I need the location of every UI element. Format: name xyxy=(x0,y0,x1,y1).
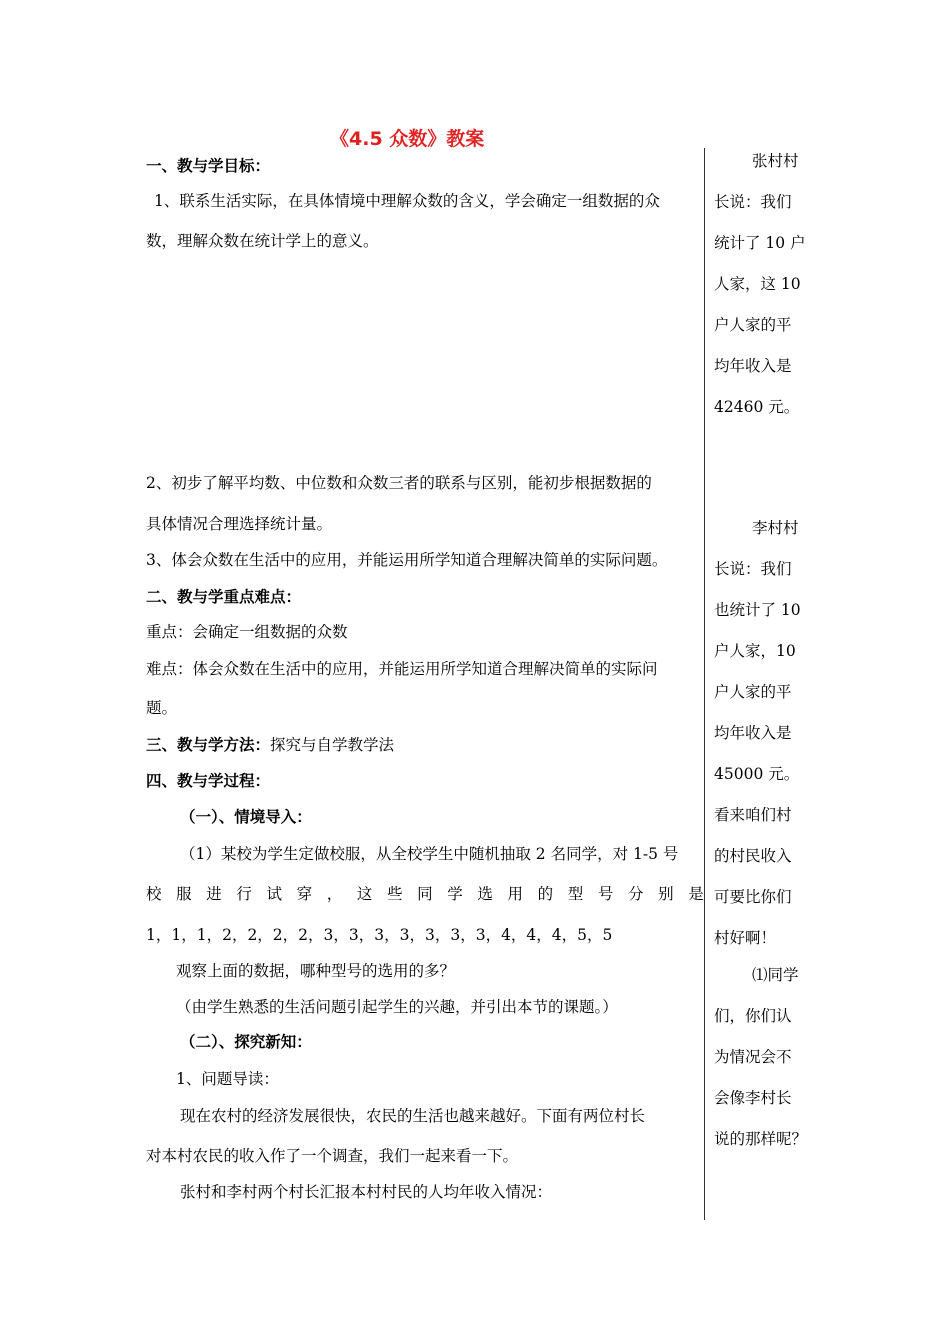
spread-char: 学 xyxy=(447,885,463,903)
spread-char: 是 xyxy=(688,885,704,903)
sidebar-line: 45000 元。 xyxy=(714,765,800,783)
sidebar-line: 均年收入是 xyxy=(714,724,792,742)
section-2-heading: 二、教与学重点难点： xyxy=(146,587,302,606)
sidebar-line: 42460 元。 xyxy=(714,398,800,416)
spread-char: 穿 xyxy=(296,885,313,903)
spread-char: 这 xyxy=(356,885,373,903)
village-intro-line-2: 对本村农民的收入作了一个调查，我们一起来看一下。 xyxy=(146,1147,519,1165)
section-3-line xyxy=(146,735,394,755)
paragraph-goal-1-line-2: 数，理解众数在统计学上的意义。 xyxy=(146,232,379,250)
sidebar-line: 也统计了 10 xyxy=(714,601,801,619)
uniform-problem-line-1: （1）某校为学生定做校服，从全校学生中随机抽取 2 名同学，对 1-5 号 xyxy=(180,845,679,863)
paragraph-goal-2-line-1: 2、初步了解平均数、中位数和众数三者的联系与区别，能初步根据数据的 xyxy=(146,474,652,492)
spread-char: 同 xyxy=(417,885,433,903)
paragraph-goal-1-line-1: 1、联系生活实际，在具体情境中理解众数的含义，学会确定一组数据的众 xyxy=(154,192,660,210)
village-intro-line-1: 现在农村的经济发展很快，农民的生活也越来越好。下面有两位村长 xyxy=(180,1107,646,1125)
sidebar-line: 人家，这 10 xyxy=(714,275,801,293)
spread-char: 服 xyxy=(176,885,192,903)
sidebar-line: 均年收入是 xyxy=(714,357,792,375)
sidebar-line: 说的那样呢？ xyxy=(714,1130,808,1148)
observation-question: 观察上面的数据，哪种型号的选用的多？ xyxy=(176,962,456,980)
sidebar-line: 户人家，10 xyxy=(714,642,796,660)
spread-char: 的 xyxy=(537,885,554,903)
difficulty-line-1: 难点：体会众数在生活中的应用，并能运用所学知道合理解决简单的实际问 xyxy=(146,660,658,678)
uniform-problem-line-2 xyxy=(146,884,704,904)
spread-char: 校 xyxy=(146,885,162,903)
method-text: 探究与自学教学法 xyxy=(270,736,395,754)
spread-char: 选 xyxy=(477,885,493,903)
sidebar-line: 看来咱们村 xyxy=(714,806,792,824)
spread-char: 用 xyxy=(507,885,524,903)
column-divider xyxy=(704,148,705,1220)
sidebar-line: 为情况会不 xyxy=(714,1048,792,1066)
sidebar-line: 的村民收入 xyxy=(714,847,792,865)
uniform-size-data: 1，1，1，2，2，2，2，3，3，3，3，3，3，3，4，4，4，5，5 xyxy=(146,926,613,944)
sidebar-line: 村好啊！ xyxy=(714,929,777,947)
sidebar-line: 长说：我们 xyxy=(714,193,792,211)
sidebar-line: 会像李村长 xyxy=(714,1089,792,1107)
page-title: 《4.5 众数》教案 xyxy=(330,128,485,150)
key-point-text: 重点：会确定一组数据的众数 xyxy=(146,623,348,641)
sidebar-line: 张村村 xyxy=(752,152,799,170)
village-report-line: 张村和李村两个村长汇报本村村民的人均年收入情况： xyxy=(180,1183,553,1201)
spread-char: ， xyxy=(326,885,343,903)
sidebar-line: 长说：我们 xyxy=(714,560,792,578)
spread-char: 进 xyxy=(206,885,222,903)
spread-char: 些 xyxy=(387,885,403,903)
spread-char: 号 xyxy=(597,885,614,903)
sidebar-line: 户人家的平 xyxy=(714,683,792,701)
section-4-heading: 四、教与学过程： xyxy=(146,771,271,790)
spread-char: 分 xyxy=(628,885,644,903)
problem-guide-label: 1、问题导读： xyxy=(176,1070,279,1088)
subsection-explore-heading: （二）、探究新知： xyxy=(180,1032,312,1051)
section-1-heading: 一、教与学目标： xyxy=(146,156,271,175)
sidebar-line: 们，你们认 xyxy=(714,1007,792,1025)
sidebar-line: 可要比你们 xyxy=(714,888,792,906)
sidebar-line: ⑴同学 xyxy=(752,966,799,984)
sidebar-line: 统计了 10 户 xyxy=(714,234,806,252)
sidebar-line: 户人家的平 xyxy=(714,316,792,334)
spread-char: 型 xyxy=(567,885,584,903)
difficulty-line-2: 题。 xyxy=(146,699,178,717)
subsection-intro-heading: （一）、情境导入： xyxy=(180,807,312,826)
spread-char: 试 xyxy=(266,885,283,903)
spread-char: 别 xyxy=(658,885,674,903)
sidebar-line: 李村村 xyxy=(752,519,799,537)
spread-char: 行 xyxy=(236,885,252,903)
paragraph-goal-2-line-2: 具体情况合理选择统计量。 xyxy=(146,515,333,533)
section-3-heading: 三、教与学方法： xyxy=(146,735,271,754)
paragraph-goal-3: 3、体会众数在生活中的应用，并能运用所学知道合理解决简单的实际问题。 xyxy=(146,551,668,569)
teaching-note: （由学生熟悉的生活问题引起学生的兴趣，并引出本节的课题。） xyxy=(176,998,618,1016)
